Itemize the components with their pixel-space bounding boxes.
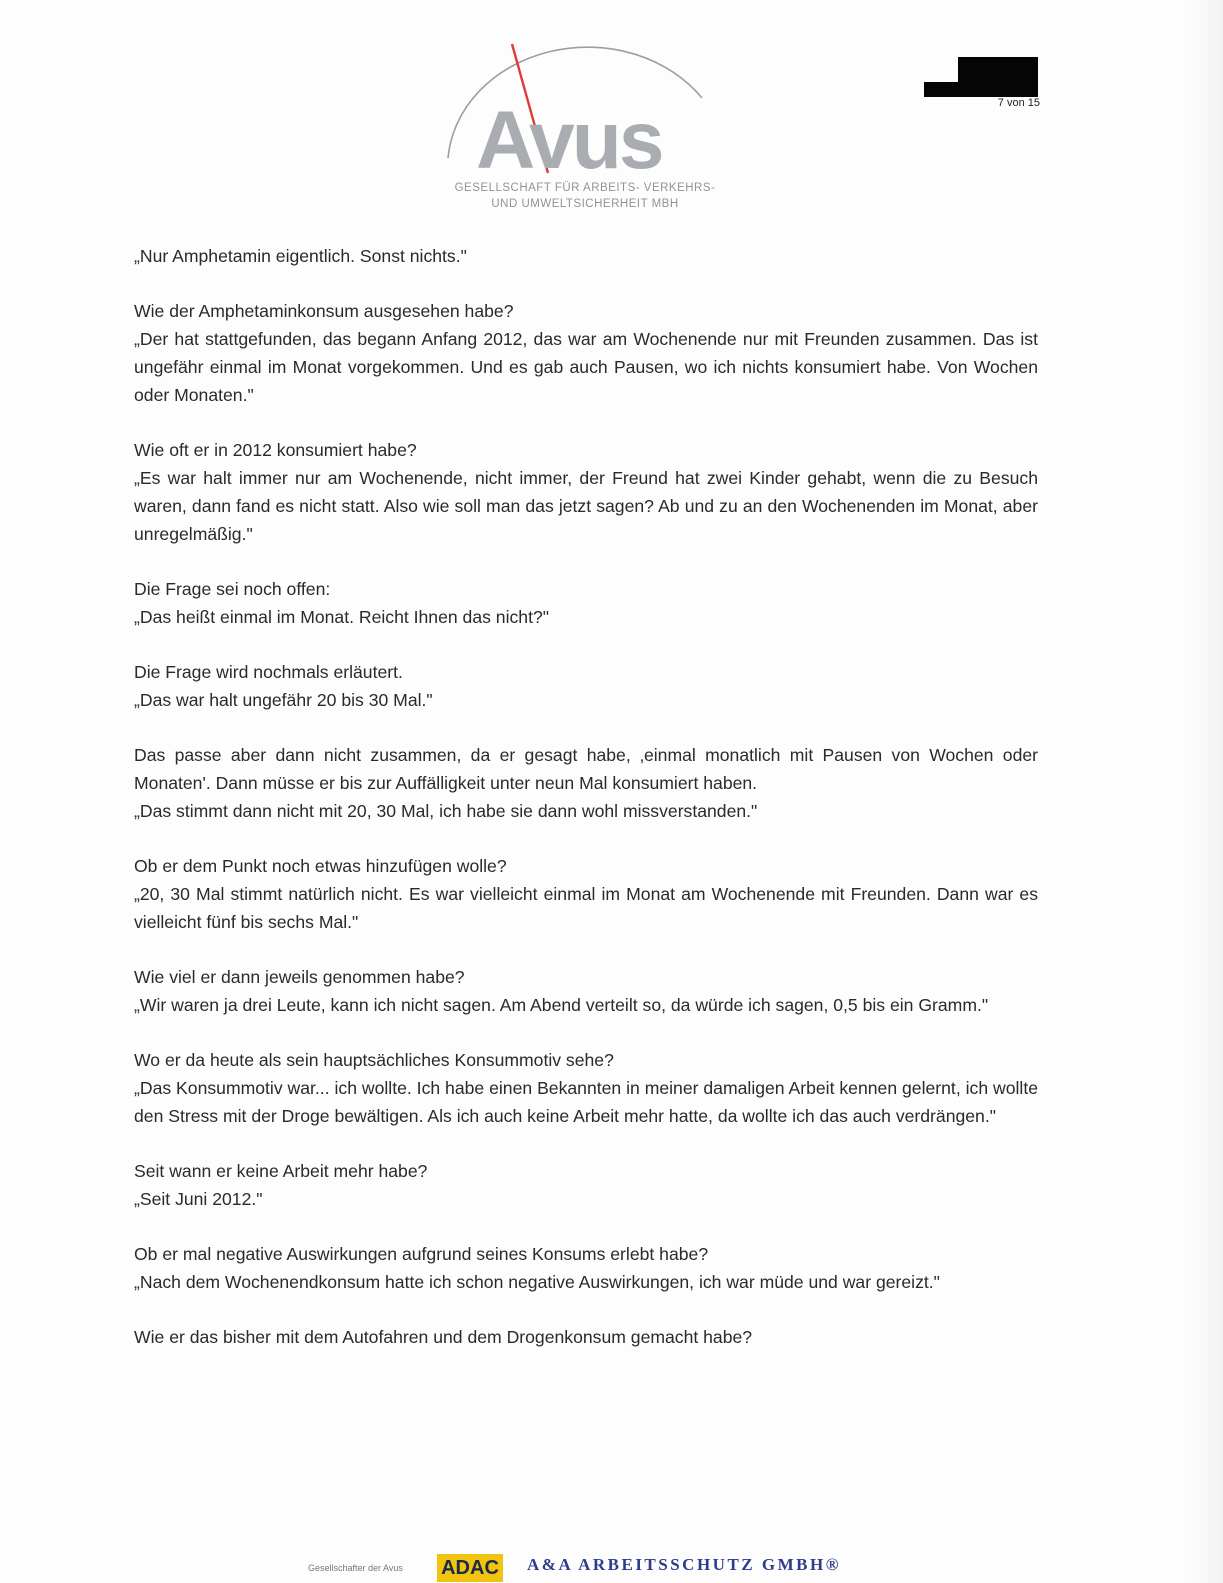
text-block [134, 297, 1038, 409]
text-block [134, 242, 1038, 270]
text-block [134, 436, 1038, 548]
text-block [134, 963, 1038, 1019]
answer-text: „Es war halt immer nur am Wochenende, nicht immer, der Freund hat zwei Kinder gehabt, wenn die zu Besuch waren, dann fand es nicht statt. Also wie soll man das jetzt sagen? Ab und zu an den Wochenenden im Monat, aber unregelmäßig." [134, 468, 1038, 544]
question-text: Seit wann er keine Arbeit mehr habe? [134, 1161, 428, 1181]
adac-logo: ADAC [437, 1554, 503, 1582]
page-footer [0, 1549, 1223, 1583]
answer-text: „Nur Amphetamin eigentlich. Sonst nichts." [134, 246, 467, 266]
text-block [134, 1157, 1038, 1213]
logo-subtitle-line1: GESELLSCHAFT FÜR ARBEITS- VERKEHRS- [454, 182, 716, 194]
redaction-box [958, 57, 1038, 83]
answer-text: „Das heißt einmal im Monat. Reicht Ihnen das nicht?" [134, 607, 549, 627]
question-text: Das passe aber dann nicht zusammen, da er gesagt habe, ‚einmal monatlich mit Pausen von Wochen oder Monaten'. Dann müsse er bis zur Auffälligkeit unter neun Mal konsumiert haben. [134, 745, 1038, 793]
question-text: Ob er mal negative Auswirkungen aufgrund seines Konsums erlebt habe? [134, 1244, 709, 1264]
question-text: Wie viel er dann jeweils genommen habe? [134, 967, 465, 987]
question-text: Wie der Amphetaminkonsum ausgesehen habe? [134, 301, 514, 321]
redaction-box [924, 82, 1038, 97]
answer-text: „Das war halt ungefähr 20 bis 30 Mal." [134, 690, 433, 710]
answer-text: „20, 30 Mal stimmt natürlich nicht. Es war vielleicht einmal im Monat am Wochenende mit Freunden. Dann war es vielleicht fünf bis sechs Mal." [134, 884, 1038, 932]
scan-edge-shadow [1183, 0, 1223, 1583]
logo-subtitle-line2: UND UMWELTSICHERHEIT MBH [491, 198, 679, 210]
answer-text: „Der hat stattgefunden, das begann Anfang 2012, das war am Wochenende nur mit Freunden zusammen. Das ist ungefähr einmal im Monat vorgekommen. Und es gab auch Pausen, wo ich nichts konsumiert habe. Von Wochen oder Monaten." [134, 329, 1038, 405]
logo-wordmark: Avus [476, 95, 662, 186]
document-body [134, 242, 1038, 1378]
shareholders-label: Gesellschafter der Avus [308, 1563, 403, 1573]
avus-logo [440, 38, 730, 218]
text-block [134, 741, 1038, 825]
answer-text: „Wir waren ja drei Leute, kann ich nicht sagen. Am Abend verteilt so, da würde ich sagen, 0,5 bis ein Gramm." [134, 995, 989, 1015]
answer-text: „Seit Juni 2012." [134, 1189, 263, 1209]
page-number: 7 von 15 [997, 97, 1040, 109]
answer-text: „Das Konsummotiv war... ich wollte. Ich habe einen Bekannten in meiner damaligen Arbeit kennen gelernt, ich wollte den Stress mit der Droge bewältigen. Als ich auch keine Arbeit mehr hatte, da wollte ich das auch verdrängen." [134, 1078, 1038, 1126]
question-text: Ob er dem Punkt noch etwas hinzufügen wolle? [134, 856, 507, 876]
question-text: Wo er da heute als sein hauptsächliches Konsummotiv sehe? [134, 1050, 614, 1070]
text-block [134, 1323, 1038, 1351]
answer-text: „Das stimmt dann nicht mit 20, 30 Mal, ich habe sie dann wohl missverstanden." [134, 801, 758, 821]
text-block [134, 1240, 1038, 1296]
question-text: Wie er das bisher mit dem Autofahren und dem Drogenkonsum gemacht habe? [134, 1327, 753, 1347]
question-text: Wie oft er in 2012 konsumiert habe? [134, 440, 417, 460]
text-block [134, 658, 1038, 714]
text-block [134, 852, 1038, 936]
question-text: Die Frage wird nochmals erläutert. [134, 662, 403, 682]
aa-arbeitsschutz-logo: A&A ARBEITSSCHUTZ GMBH® [527, 1555, 841, 1574]
text-block [134, 575, 1038, 631]
text-block [134, 1046, 1038, 1130]
question-text: Die Frage sei noch offen: [134, 579, 331, 599]
answer-text: „Nach dem Wochenendkonsum hatte ich schon negative Auswirkungen, ich war müde und war gereizt." [134, 1272, 940, 1292]
